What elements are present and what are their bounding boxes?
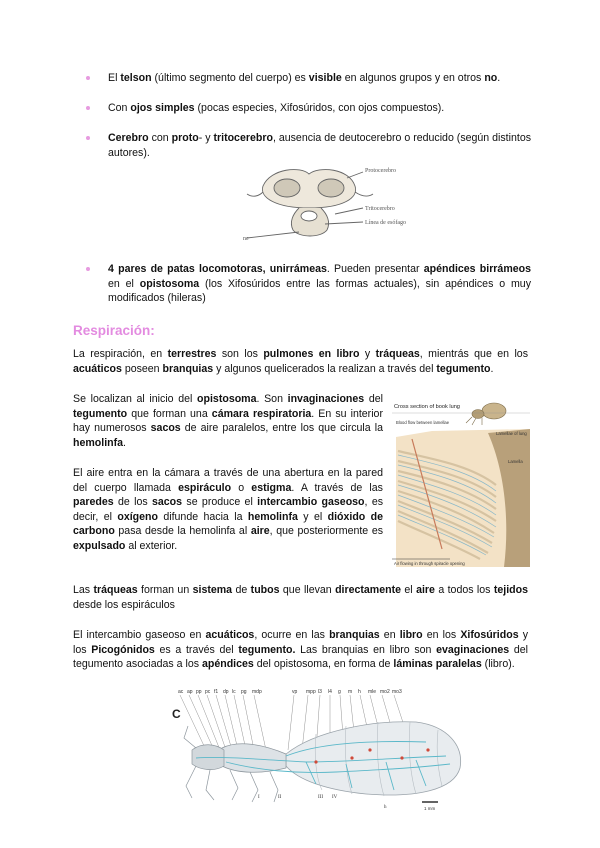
- text-run: y algunos quelicerados la realizan a través del: [213, 362, 437, 375]
- text-run: en el: [108, 277, 140, 290]
- bold-term: no: [484, 72, 498, 84]
- leader-line: [234, 695, 246, 750]
- bold-term: invaginaciones: [287, 393, 365, 405]
- book-lung-label-lamella: Lamella: [508, 459, 523, 464]
- bold-term: sistema: [192, 584, 233, 596]
- leader-line: [225, 695, 238, 750]
- bullet-text: [108, 71, 531, 86]
- bullet-text: [108, 262, 531, 306]
- text-run: y los: [73, 629, 528, 656]
- book-lung-label-blood-flow: Blood flow between lamellae: [396, 420, 450, 425]
- book-lung-title: Cross section of book lung: [394, 404, 460, 410]
- text-run: Las branquias en libro son: [295, 643, 437, 656]
- bold-term: dióxido de carbono: [73, 510, 384, 537]
- text-run: , es decir, el: [73, 496, 384, 523]
- bold-term: Xifosúridos: [460, 629, 519, 641]
- bold-term: láminas paralelas: [393, 658, 482, 670]
- pycnogonid-top-label: g: [338, 689, 341, 695]
- pycnogonid-bottom-label: III: [318, 795, 323, 800]
- text-run: que forman una: [127, 407, 212, 420]
- pycnogonid-top-label: ap: [187, 689, 193, 695]
- text-run: . En su interior hay numerosos: [73, 407, 383, 434]
- bold-term: tritocerebro: [213, 132, 273, 144]
- text-run: La respiración, en: [73, 348, 168, 360]
- text-run: difunde hacia la: [157, 510, 248, 523]
- bold-term: espiráculo: [178, 481, 232, 494]
- bold-term: sacos: [152, 496, 183, 508]
- text-run: en: [379, 629, 400, 641]
- text-run: y el: [297, 510, 328, 523]
- leader-line: [288, 695, 294, 750]
- text-run: pasa desde la hemolinfa al: [114, 525, 251, 537]
- text-run: poseen: [121, 362, 163, 375]
- pycnogonid-bottom-label: II: [278, 795, 282, 800]
- bold-term: hemolinfa: [73, 436, 124, 449]
- text-run: en algunos grupos y en otros: [341, 72, 485, 84]
- bullet-dot: [86, 267, 90, 271]
- pycnogonid-top-label: mpp: [306, 689, 316, 695]
- bullet-dot: [86, 136, 90, 140]
- brain-figure: [243, 164, 433, 244]
- bold-term: 4 pares de patas locomotoras, unirrámeas: [108, 263, 327, 275]
- text-run: Se localizan al inicio del: [73, 393, 198, 405]
- bold-term: telson: [120, 72, 152, 84]
- text-run: el: [401, 584, 417, 596]
- text-run: .: [497, 72, 501, 84]
- bold-term: tejidos: [493, 584, 529, 596]
- bold-term: oxígeno: [117, 510, 158, 523]
- bold-term: tegumento: [73, 407, 128, 420]
- bullet-telson: [86, 71, 531, 86]
- bold-term: visible: [308, 72, 342, 84]
- book-lung-label-lamellae: Lamellae of lung: [496, 431, 527, 436]
- pycnogonid-top-label: l4: [328, 689, 332, 695]
- text-run: de aire paralelos, entre los que circula la: [180, 422, 383, 434]
- text-run: en los: [422, 629, 461, 641]
- text-run: (los Xifosúridos entre las formas actuales), sin apéndices o muy modificados (hileras): [108, 277, 531, 304]
- paragraph-traqueas: [73, 583, 528, 612]
- bold-term: pulmones en libro: [263, 348, 360, 360]
- brain-label-ne: ne: [243, 236, 249, 242]
- pycnogonid-top-label: pg: [241, 689, 247, 695]
- bold-term: Cerebro: [108, 132, 149, 144]
- bold-term: acuáticos: [73, 362, 122, 375]
- paragraph-respiracion-intro: [73, 347, 528, 376]
- text-run: , mientrás que en los: [419, 348, 528, 360]
- pycnogonid-top-label: m: [348, 689, 353, 695]
- pycnogonid-top-label: mo2: [380, 689, 390, 695]
- text-run: que llevan: [279, 584, 336, 596]
- bold-term: terrestres: [167, 348, 217, 360]
- pycnogonid-bottom-label: I: [258, 795, 260, 800]
- pycnogonid-top-label: f1: [214, 689, 219, 695]
- bold-term: hemolinfa: [247, 510, 298, 523]
- bold-term: expulsado: [73, 539, 126, 552]
- bullet-cerebro: [86, 131, 531, 160]
- text-run: , ausencia de deutocerebro o reducido (según distintos autores).: [108, 132, 532, 159]
- pycnogonid-top-label: pp: [196, 689, 202, 695]
- text-run: del: [364, 393, 383, 405]
- section-heading-respiracion: Respiración:: [73, 323, 155, 338]
- pycnogonid-top-label: ac: [178, 689, 184, 695]
- text-run: . Pueden presentar: [326, 263, 424, 275]
- bullet-dot: [86, 106, 90, 110]
- bold-term: tubos: [250, 584, 280, 596]
- book-lung-label-air-flow: Air flowing in through spiracle opening: [394, 561, 465, 566]
- paragraph-espiraculo: [73, 466, 383, 553]
- text-run: (pocas especies, Xifosúridos, con ojos compuestos).: [194, 102, 445, 114]
- bold-term: tráqueas: [93, 584, 138, 596]
- bullet-text: [108, 101, 531, 116]
- pycnogonid-top-label: l3: [318, 689, 322, 695]
- leader-line: [254, 695, 266, 750]
- bold-term: estigma: [251, 481, 292, 494]
- pycnogonid-top-label: mdp: [252, 689, 262, 695]
- bold-term: acuáticos: [205, 629, 255, 641]
- bold-term: libro: [399, 629, 423, 641]
- pycnogonid-figure: [166, 686, 466, 820]
- text-run: , ocurre en las: [254, 629, 330, 641]
- leader-line: [216, 695, 232, 750]
- pycnogonid-top-label: pc: [205, 689, 211, 695]
- pycnogonid-bottom-label: IV: [332, 795, 338, 800]
- text-run: al exterior.: [125, 539, 178, 552]
- text-run: es a través del: [154, 643, 239, 656]
- bold-term: cámara respiratoria: [211, 407, 312, 420]
- bold-term: intercambio gaseoso: [257, 496, 365, 508]
- text-run: - y: [198, 132, 214, 144]
- text-run: . A través de las: [291, 481, 383, 494]
- text-run: Con: [108, 102, 131, 114]
- bullet-patas: [86, 262, 531, 306]
- book-lung-figure: [392, 399, 530, 569]
- text-run: El intercambio gaseoso en: [73, 629, 206, 641]
- text-run: de: [232, 584, 251, 596]
- text-run: con: [148, 132, 172, 144]
- bold-term: evaginaciones: [436, 643, 510, 656]
- pycnogonid-top-label: h: [358, 689, 361, 695]
- text-run: y: [359, 348, 376, 360]
- pycnogonid-top-label: lc: [232, 689, 236, 695]
- pycnogonid-scale-label: 1 mm: [424, 806, 436, 811]
- text-run: El aire entra en la cámara a través de una abertura en la pared del cuerpo llamada: [73, 467, 383, 494]
- text-run: del opistosoma, en forma de: [253, 658, 394, 670]
- paragraph-acuaticos: [73, 628, 528, 672]
- brain-label-esofago: Línea de esófago: [365, 220, 406, 226]
- text-run: , que posteriormente es: [269, 525, 384, 537]
- bold-term: opistosoma: [197, 393, 257, 405]
- pycnogonid-bottom-label: h: [384, 805, 387, 810]
- bold-term: ojos simples: [130, 102, 195, 114]
- text-run: de los: [113, 496, 152, 508]
- text-run: (último segmento del cuerpo) es: [151, 72, 309, 84]
- bold-term: apéndices birrámeos: [423, 263, 531, 275]
- text-run: Las: [73, 584, 94, 596]
- text-run: a todos los: [434, 584, 494, 596]
- text-run: . Son: [256, 393, 288, 405]
- bold-term: tráqueas: [375, 348, 420, 360]
- pycnogonid-panel-letter: C: [172, 707, 181, 721]
- bold-term: tegumento.: [238, 643, 296, 656]
- pycnogonid-top-label: mle: [368, 689, 377, 695]
- bold-term: proto: [171, 132, 199, 144]
- bullet-ojos: [86, 101, 531, 116]
- brain-label-protocerebro: Protocerebro: [365, 168, 396, 174]
- text-run: desde los espiráculos: [73, 598, 175, 611]
- bold-term: apéndices: [201, 658, 254, 670]
- bold-term: sacos: [150, 422, 181, 434]
- pycnogonid-top-label: mo3: [392, 689, 402, 695]
- text-run: se produce el: [182, 496, 258, 508]
- leader-line: [180, 695, 206, 750]
- text-run: El: [108, 72, 121, 84]
- brain-label-tritocerebro: Tritocerebro: [365, 206, 395, 212]
- bold-term: paredes: [73, 496, 114, 508]
- bold-term: directamente: [335, 584, 402, 596]
- text-run: son los: [216, 348, 264, 360]
- text-run: o: [231, 481, 252, 494]
- bold-term: Picogónidos: [91, 643, 155, 656]
- text-run: .: [123, 436, 126, 449]
- text-run: .: [490, 362, 494, 375]
- bold-term: branquias: [162, 362, 214, 375]
- bullet-dot: [86, 76, 90, 80]
- text-run: del tegumento asociadas a los: [73, 643, 528, 670]
- bold-term: branquias: [329, 629, 380, 641]
- text-run: forman un: [137, 584, 193, 596]
- paragraph-localizacion: [73, 392, 383, 450]
- bold-term: tegumento: [436, 362, 491, 375]
- pycnogonid-top-label: vp: [292, 689, 298, 695]
- pycnogonid-top-label: dp: [223, 689, 229, 695]
- bold-term: opistosoma: [139, 277, 200, 290]
- text-run: (libro).: [481, 658, 515, 670]
- bold-term: aire: [416, 584, 435, 596]
- leader-line: [243, 695, 254, 750]
- bullet-text: [108, 131, 531, 160]
- bold-term: aire: [250, 525, 270, 537]
